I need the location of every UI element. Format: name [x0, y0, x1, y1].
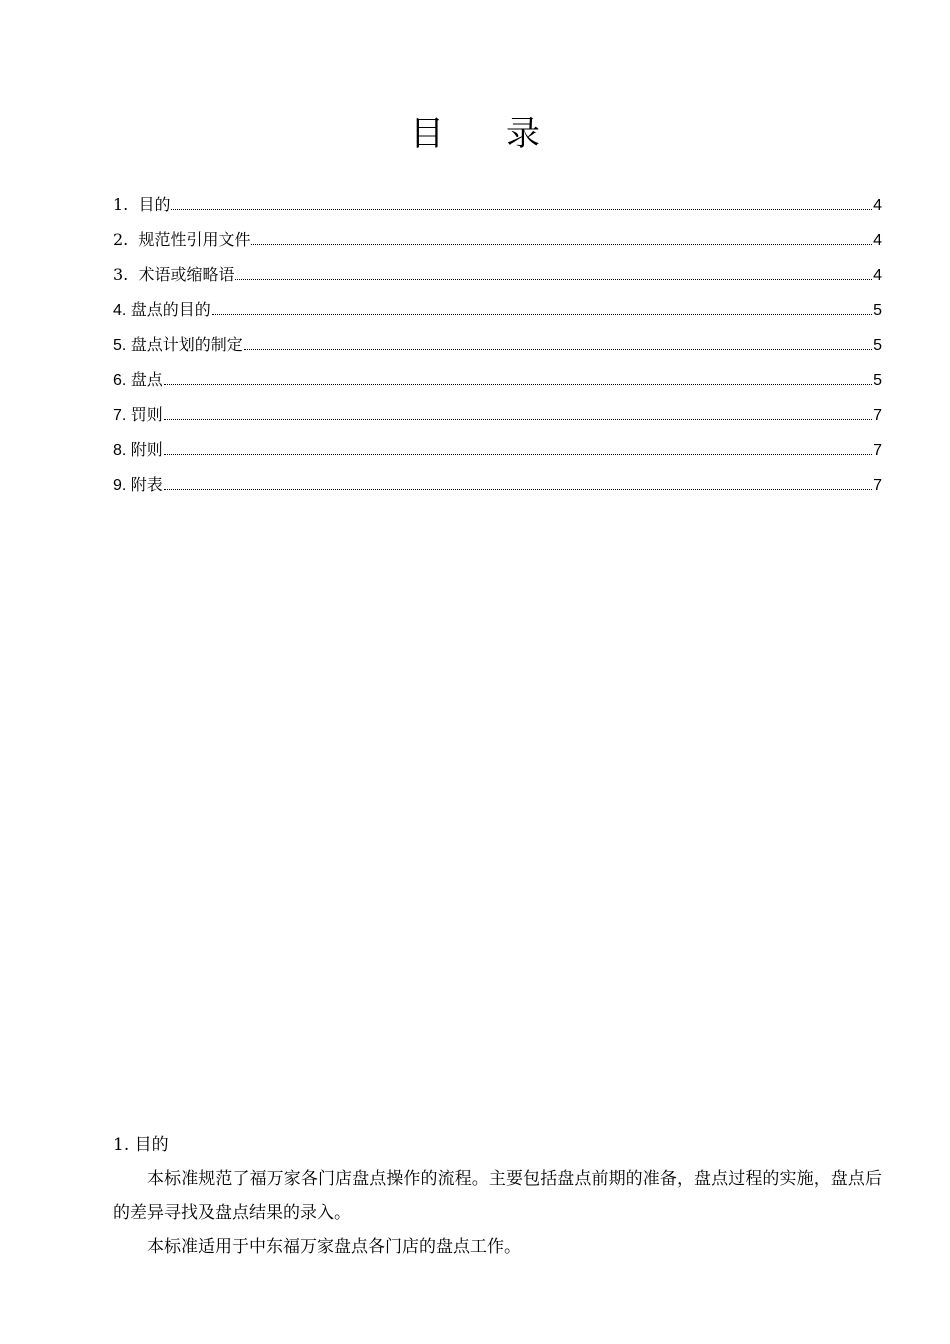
toc-entry-6[interactable]: [113, 367, 882, 402]
section-heading: 1. 目的: [113, 1135, 169, 1155]
section-paragraph-2: 本标准适用于中东福万家盘点各门店的盘点工作。: [147, 1237, 521, 1257]
toc-entry-8[interactable]: [113, 437, 882, 472]
toc-leader-dots: [164, 453, 872, 455]
toc-entry-number: 8.: [113, 442, 131, 459]
toc-entry-page: 4: [873, 267, 882, 284]
toc-entry-9[interactable]: [113, 472, 882, 507]
toc-entry-page: 5: [873, 337, 882, 354]
toc-entry-label: 规范性引用文件: [138, 230, 251, 249]
toc-entry-label: 目的: [138, 195, 171, 214]
toc-entry-5[interactable]: [113, 332, 882, 367]
toc-entry-label: 附表: [130, 475, 163, 494]
toc-entry-number: 7.: [113, 407, 131, 424]
toc-entry-page: 7: [873, 407, 882, 424]
toc-entry-label: 盘点的目的: [130, 300, 211, 319]
toc-entry-number: 2.: [113, 230, 139, 249]
toc-entry-number: 3.: [113, 265, 139, 284]
section-purpose: [113, 1128, 882, 1264]
toc-entry-4[interactable]: [113, 297, 882, 332]
toc-entry-label: 盘点: [130, 370, 163, 389]
table-of-contents: [113, 192, 882, 507]
toc-entry-1[interactable]: [113, 192, 882, 227]
toc-leader-dots: [164, 418, 872, 420]
toc-entry-page: 7: [873, 477, 882, 494]
toc-leader-dots: [244, 348, 872, 350]
toc-entry-number: 4.: [113, 302, 131, 319]
page-title: [0, 112, 950, 156]
toc-leader-dots: [164, 488, 872, 490]
toc-entry-label: 术语或缩略语: [138, 265, 235, 284]
toc-entry-page: 7: [873, 442, 882, 459]
toc-leader-dots: [212, 313, 872, 315]
toc-entry-page: 5: [873, 372, 882, 389]
toc-leader-dots: [164, 383, 872, 385]
toc-entry-label: 盘点计划的制定: [130, 335, 243, 354]
toc-entry-number: 1.: [113, 195, 139, 214]
toc-entry-page: 4: [873, 232, 882, 249]
toc-entry-number: 6.: [113, 372, 131, 389]
toc-entry-number: 5.: [113, 337, 131, 354]
toc-entry-3[interactable]: [113, 262, 882, 297]
title-char-1: 目: [410, 114, 444, 154]
toc-entry-page: 5: [873, 302, 882, 319]
title-char-2: 录: [506, 114, 540, 154]
toc-entry-2[interactable]: [113, 227, 882, 262]
toc-entry-number: 9.: [113, 477, 131, 494]
toc-leader-dots: [235, 278, 872, 280]
toc-leader-dots: [251, 243, 872, 245]
toc-entry-7[interactable]: [113, 402, 882, 437]
toc-entry-label: 罚则: [130, 405, 163, 424]
section-paragraph-1: 本标准规范了福万家各门店盘点操作的流程。主要包括盘点前期的准备，盘点过程的实施，盘点后的差异寻找及盘点结果的录入。: [113, 1169, 882, 1223]
toc-entry-label: 附则: [130, 440, 163, 459]
toc-leader-dots: [171, 208, 872, 210]
toc-entry-page: 4: [873, 197, 882, 214]
